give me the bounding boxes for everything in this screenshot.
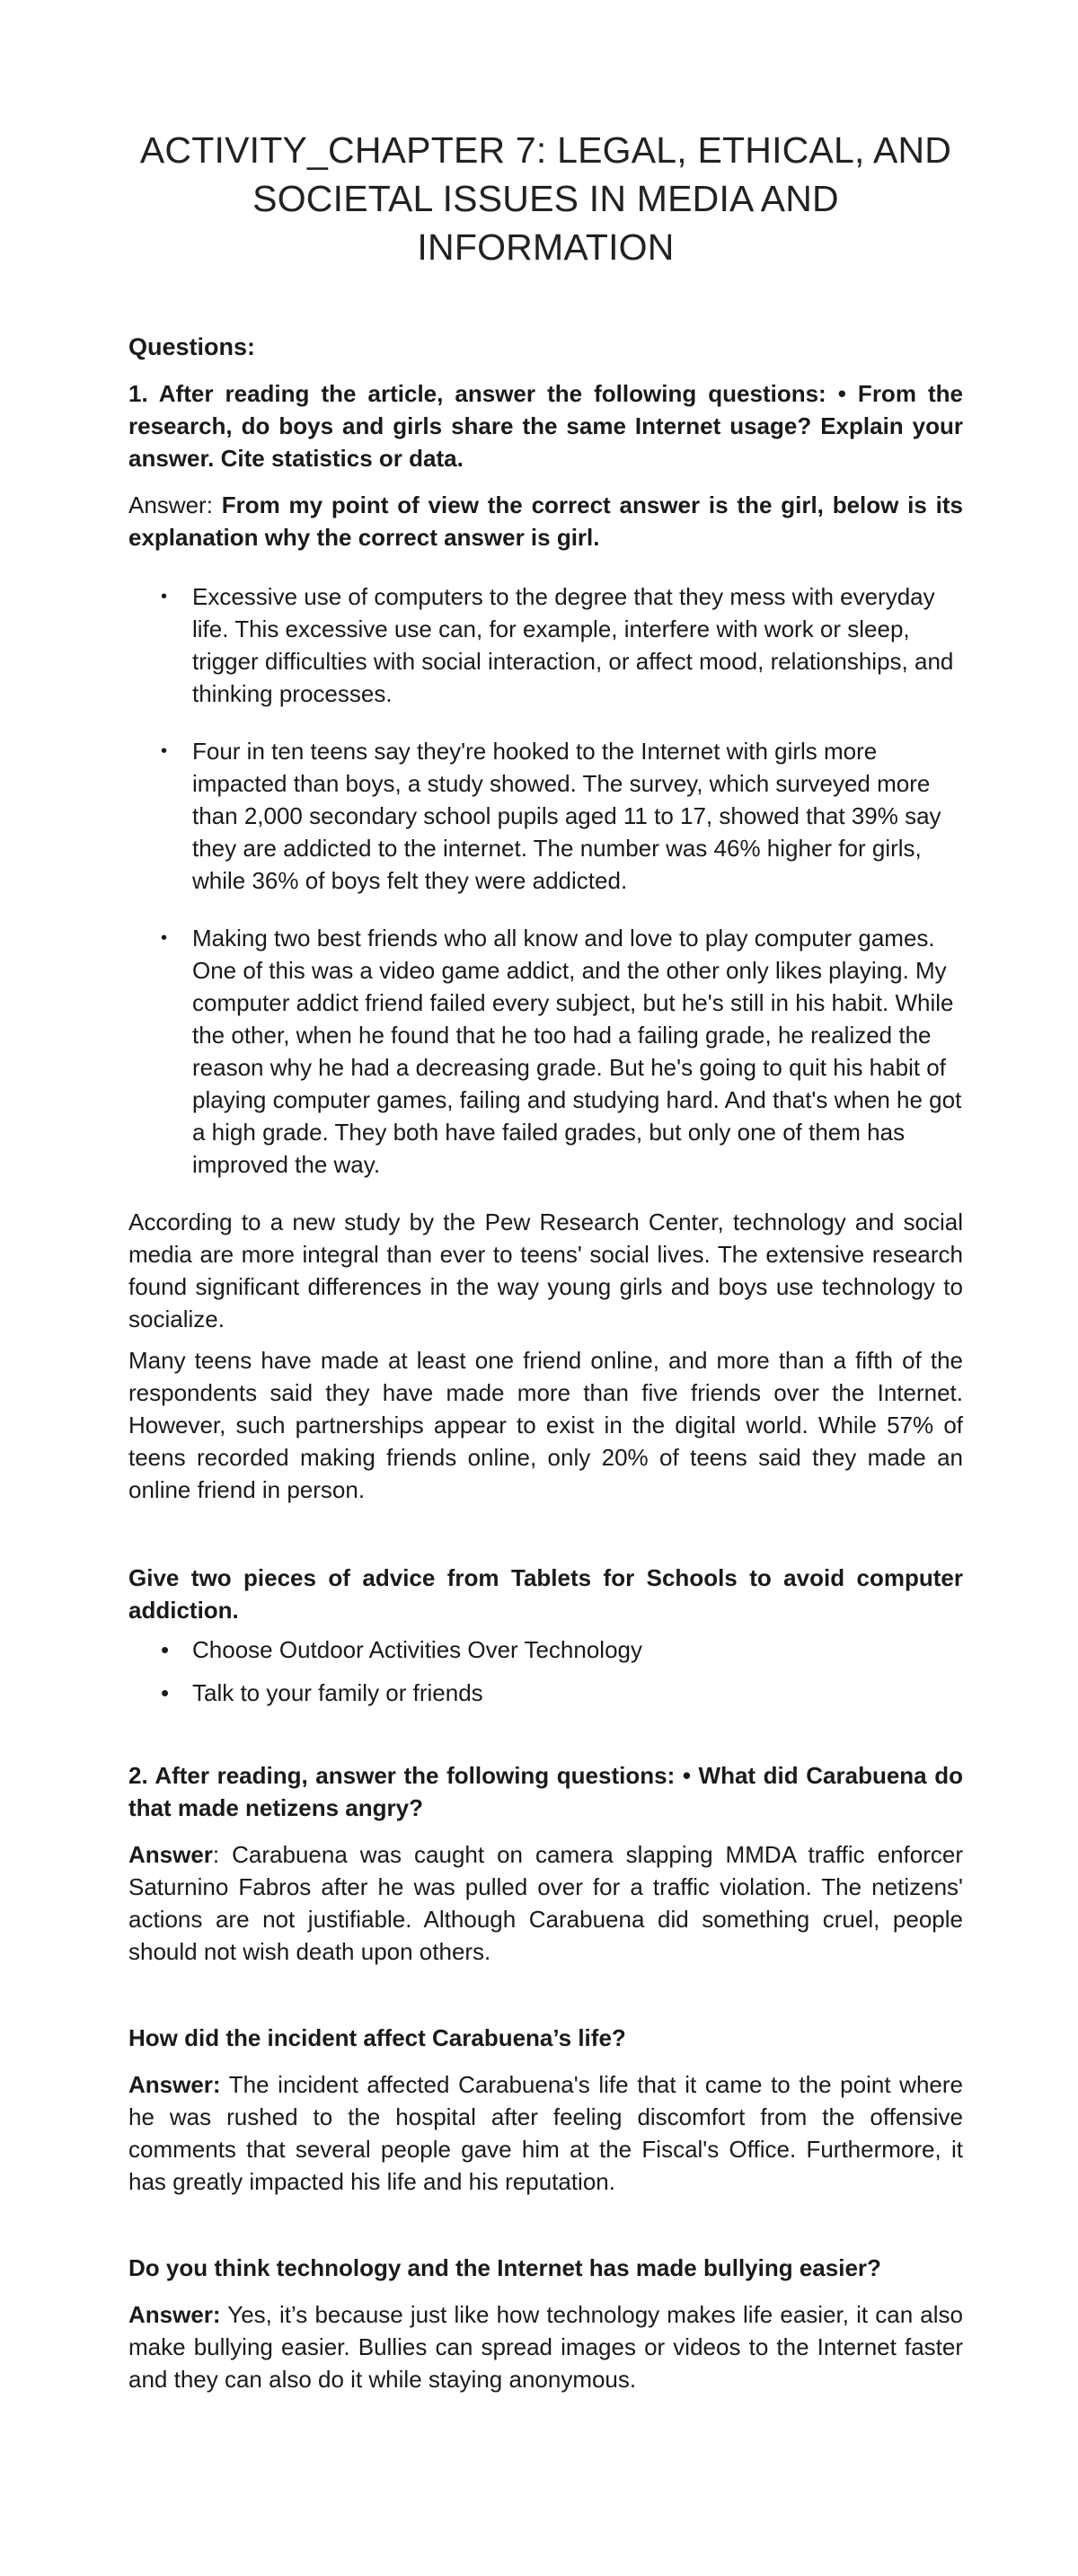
bullet-icon: • — [161, 741, 168, 761]
answer-2-text: : Carabuena was caught on camera slapping MMDA traffic enforcer Saturnino Fabros after he was pulled over for a traffic violation. The netizens' actions are not justifiable. Although Carabuena did something cruel, people should not wish death upon others. — [128, 1841, 963, 1965]
paragraph: Many teens have made at least one friend online, and more than a fifth of the respondents said they have made more than five friends over the Internet. However, such partnerships appear to exist in the digital world. While 57% of teens recorded making friends online, only 20% of teens said they made an online friend in person. — [128, 1347, 963, 1503]
answer-2 — [128, 1838, 963, 1968]
answer-1 — [128, 489, 963, 553]
bullet-icon: • — [161, 1679, 170, 1706]
page-title: ACTIVITY_CHAPTER 7: LEGAL, ETHICAL, AND SOCIETAL ISSUES IN MEDIA AND INFORMATION — [139, 129, 952, 268]
list-item — [128, 580, 963, 710]
list-item-text: Excessive use of computers to the degree that they mess with everyday life. This excessive use can, for example, interfere with work or sleep, trigger difficulties with social interaction, or affect mood, relationships, and thinking processes. — [192, 583, 954, 707]
answer-1-bold: From my point of view the correct answer is the girl, below is its explanation why the correct answer is girl. — [128, 491, 963, 551]
list-item-text: Four in ten teens say they're hooked to the Internet with girls more impacted than boys, a study showed. The survey, which surveyed more than 2,000 secondary school pupils aged 11 to 17, showed that 39% say they are addicted to the internet. The number was 46% higher for girls, while 36% of boys felt they were addicted. — [192, 738, 941, 894]
question-4-section — [128, 2252, 963, 2395]
question-1-section — [128, 377, 963, 1506]
question-1: 1. After reading the article, answer the following questions: • From the research, do boys and girls share the same Internet usage? Explain your answer. Cite statistics or data. — [128, 380, 963, 472]
answer-2-label: Answer — [128, 1841, 213, 1868]
spacer — [128, 1982, 963, 2022]
answer-4-text: Yes, it’s because just like how technology makes life easier, it can also make bullying easier. Bullies can spread images or videos to the Internet faster and they can also do it while staying anonymous. — [128, 2301, 963, 2393]
spacer — [128, 1515, 963, 1562]
question-2-section — [128, 1759, 963, 1968]
answer-3 — [128, 2068, 963, 2198]
answer-4-label: Answer: — [128, 2301, 221, 2328]
paragraph: According to a new study by the Pew Research Center, technology and social media are more integral than ever to teens' social lives. The extensive research found significant differences in the way young girls and boys use technology to socialize. — [128, 1208, 963, 1332]
answer-1-prefix: Answer: — [128, 491, 222, 518]
spacer — [128, 2212, 963, 2252]
list-item — [128, 735, 963, 897]
advice-question: Give two pieces of advice from Tablets for Schools to avoid computer addiction. — [128, 1564, 963, 1624]
bullet-icon: • — [161, 587, 168, 606]
list-item-text: Talk to your family or friends — [192, 1679, 483, 1706]
spacer — [128, 1720, 963, 1759]
bullet-icon: • — [161, 1636, 170, 1663]
answer-4 — [128, 2298, 963, 2395]
answer-3-label: Answer: — [128, 2071, 221, 2098]
questions-heading: Questions: — [128, 333, 256, 360]
list-item — [128, 1677, 963, 1709]
question-4: Do you think technology and the Internet has made bullying easier? — [128, 2254, 881, 2281]
answer-1-bullet-list — [128, 580, 963, 1181]
list-item — [128, 922, 963, 1181]
advice-section — [128, 1562, 963, 1709]
list-item — [128, 1633, 963, 1666]
question-3: How did the incident affect Carabuena’s life? — [128, 2024, 626, 2051]
advice-list — [128, 1633, 963, 1709]
list-item-text: Choose Outdoor Activities Over Technology — [192, 1636, 643, 1663]
question-3-section — [128, 2022, 963, 2198]
answer-3-text: The incident affected Carabuena's life that it came to the point where he was rushed to the hospital after feeling discomfort from the offensive comments that several people gave him at the Fiscal's Office. Furthermore, it has greatly impacted his life and his reputation. — [128, 2071, 963, 2195]
bullet-icon: • — [161, 928, 168, 948]
list-item-text: Making two best friends who all know and love to play computer games. One of this was a video game addict, and the other only likes playing. My computer addict friend failed every subject, but he's still in his habit. While the other, when he found that he too had a failing grade, he realized the reason why he had a decreasing grade. But he's going to quit his habit of playing computer games, failing and studying hard. And that's when he got a high grade. They both have failed grades, but only one of them has improved the way. — [192, 925, 962, 1178]
question-2: 2. After reading, answer the following questions: • What did Carabuena do that made netizens angry? — [128, 1762, 963, 1821]
